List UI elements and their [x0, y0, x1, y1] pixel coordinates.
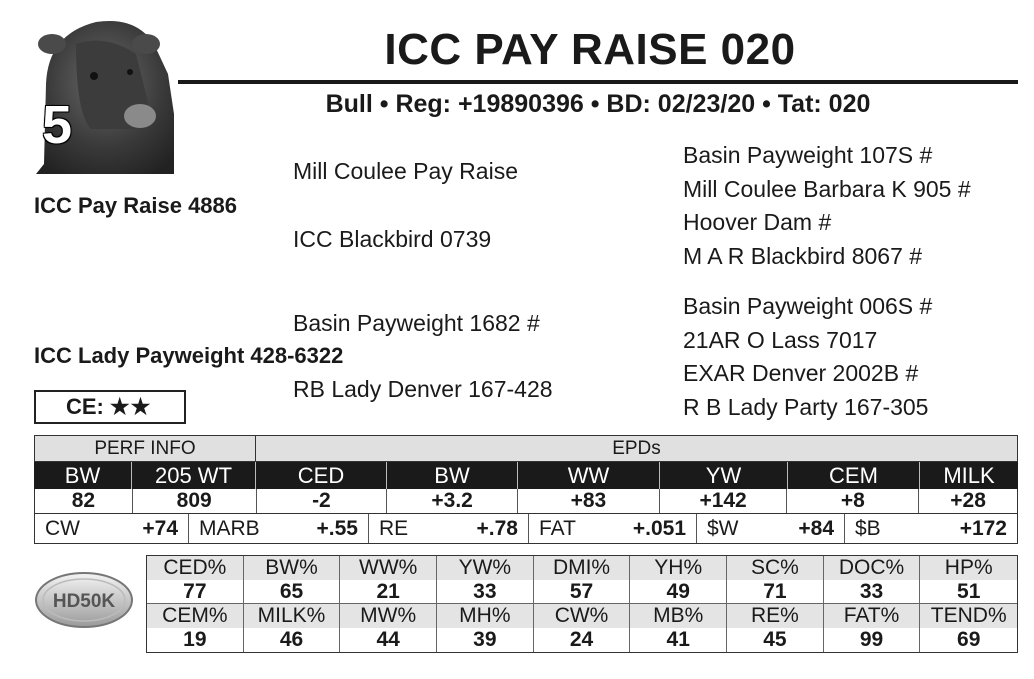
percentile-value: 51: [920, 580, 1017, 604]
epds-header: EPDs: [256, 435, 1018, 462]
percentile-label: WW%: [340, 556, 437, 580]
percentile-value: 44: [340, 628, 437, 652]
epd-value: +83: [518, 489, 660, 513]
percentile-value: 41: [630, 628, 727, 652]
epd-label: MILK: [943, 463, 995, 488]
percentile-value: 49: [630, 580, 727, 604]
carcass-cell-b-index: [845, 514, 1017, 543]
carcass-value: +.78: [476, 516, 518, 540]
epd-label: BW: [387, 462, 518, 489]
epd-label: CED: [256, 462, 387, 489]
percentile-label: DOC%: [824, 556, 921, 580]
epd-value: +8: [787, 489, 919, 513]
epd-label: CEM: [788, 462, 920, 489]
percentile-label: YH%: [630, 556, 727, 580]
percentile-value: 21: [340, 580, 437, 604]
epd-label: WW: [518, 462, 660, 489]
percentile-label: RE%: [727, 604, 824, 628]
registration-info: Bull • Reg: +19890396 • BD: 02/23/20 • Tat: 020: [325, 90, 871, 118]
epd-value: 82: [35, 489, 133, 513]
percentile-label: MB%: [630, 604, 727, 628]
epd-label-row: [34, 462, 1018, 489]
percentile-value: 33: [437, 580, 534, 604]
percentile-label: MH%: [437, 604, 534, 628]
percentile-label: SC%: [727, 556, 824, 580]
percentile-value: 39: [437, 628, 534, 652]
carcass-row: [34, 514, 1018, 544]
epd-value: +28: [950, 489, 986, 512]
epd-value: +142: [660, 489, 788, 513]
dam-sire-dam-name: 21AR O Lass 7017: [683, 327, 878, 353]
percentile-label: DMI%: [534, 556, 631, 580]
dam-name: ICC Lady Payweight 428-6322: [34, 343, 344, 368]
lot-number: 5: [42, 95, 73, 155]
percentile-value: 77: [147, 580, 244, 604]
percentile-value: 71: [727, 580, 824, 604]
carcass-cell-marb: [189, 514, 369, 543]
percentile-label: MW%: [340, 604, 437, 628]
carcass-value: +84: [798, 516, 834, 540]
percentile-label: CED%: [147, 556, 244, 580]
sire-dam-name: ICC Blackbird 0739: [293, 226, 492, 252]
sire-dam-sire-name: Hoover Dam #: [683, 209, 832, 235]
logo-text: HD50K: [52, 591, 116, 612]
percentile-label: CW%: [534, 604, 631, 628]
carcass-label: FAT: [539, 516, 576, 540]
carcass-cell-re: [369, 514, 529, 543]
calving-ease-stars: ★★: [109, 394, 152, 419]
carcass-label: MARB: [199, 516, 260, 540]
carcass-cell-fat: [529, 514, 697, 543]
sire-sire-sire-name: Basin Payweight 107S #: [683, 142, 933, 168]
epd-value: -2: [257, 489, 388, 513]
percentile-value: 69: [957, 628, 981, 651]
percentile-value: 65: [244, 580, 341, 604]
percentile-label: YW%: [437, 556, 534, 580]
epd-table: [34, 435, 1018, 544]
sire-name: ICC Pay Raise 4886: [34, 193, 238, 218]
dam-dam-dam-name: R B Lady Party 167-305: [683, 394, 929, 420]
percentile-label: FAT%: [824, 604, 921, 628]
title-divider: [178, 80, 1018, 84]
sire-dam-dam-name: M A R Blackbird 8067 #: [683, 243, 923, 269]
epd-value: +3.2: [387, 489, 518, 513]
percentile-label: MILK%: [244, 604, 341, 628]
percentile-value-row: [147, 628, 1017, 652]
dam-dam-name: RB Lady Denver 167-428: [293, 376, 553, 402]
carcass-cell-cw: [35, 514, 189, 543]
hd50k-logo: [34, 570, 134, 630]
percentile-label: BW%: [244, 556, 341, 580]
percentile-label: TEND%: [930, 604, 1007, 627]
sire-sire-dam-name: Mill Coulee Barbara K 905 #: [683, 176, 971, 202]
carcass-label: $B: [855, 516, 881, 540]
percentile-label-row: [147, 604, 1017, 628]
carcass-label: RE: [379, 516, 409, 540]
percentile-value: 57: [534, 580, 631, 604]
perf-info-header: PERF INFO: [34, 435, 256, 462]
animal-name-title: ICC PAY RAISE 020: [384, 25, 796, 74]
carcass-value: +74: [142, 516, 178, 540]
carcass-label: CW: [45, 516, 80, 540]
percentile-label-row: [147, 556, 1017, 580]
sire-sire-name: Mill Coulee Pay Raise: [293, 158, 518, 184]
calving-ease-label: CE:: [66, 394, 104, 419]
dam-sire-name: Basin Payweight 1682 #: [293, 310, 540, 336]
epd-label: 205 WT: [132, 462, 256, 489]
dam-sire-sire-name: Basin Payweight 006S #: [683, 293, 933, 319]
dam-dam-sire-name: EXAR Denver 2002B #: [683, 360, 919, 386]
percentile-label: CEM%: [147, 604, 244, 628]
percentile-value: 46: [244, 628, 341, 652]
calving-ease-box: [34, 390, 186, 424]
percentile-label: HP%: [944, 556, 993, 579]
carcass-cell-w-index: [697, 514, 845, 543]
carcass-value: +172: [959, 516, 1007, 540]
percentile-value: 33: [824, 580, 921, 604]
epd-value: 809: [133, 489, 257, 513]
percentile-value: 99: [824, 628, 921, 652]
percentile-value: 24: [534, 628, 631, 652]
percentile-table: [146, 555, 1018, 653]
carcass-label: $W: [707, 516, 739, 540]
carcass-value: +.051: [632, 516, 686, 540]
epd-label: YW: [660, 462, 788, 489]
percentile-value: 19: [147, 628, 244, 652]
epd-label: BW: [34, 462, 132, 489]
epd-value-row: [34, 489, 1018, 514]
percentile-value: 45: [727, 628, 824, 652]
percentile-value-row: [147, 580, 1017, 604]
carcass-value: +.55: [316, 516, 358, 540]
